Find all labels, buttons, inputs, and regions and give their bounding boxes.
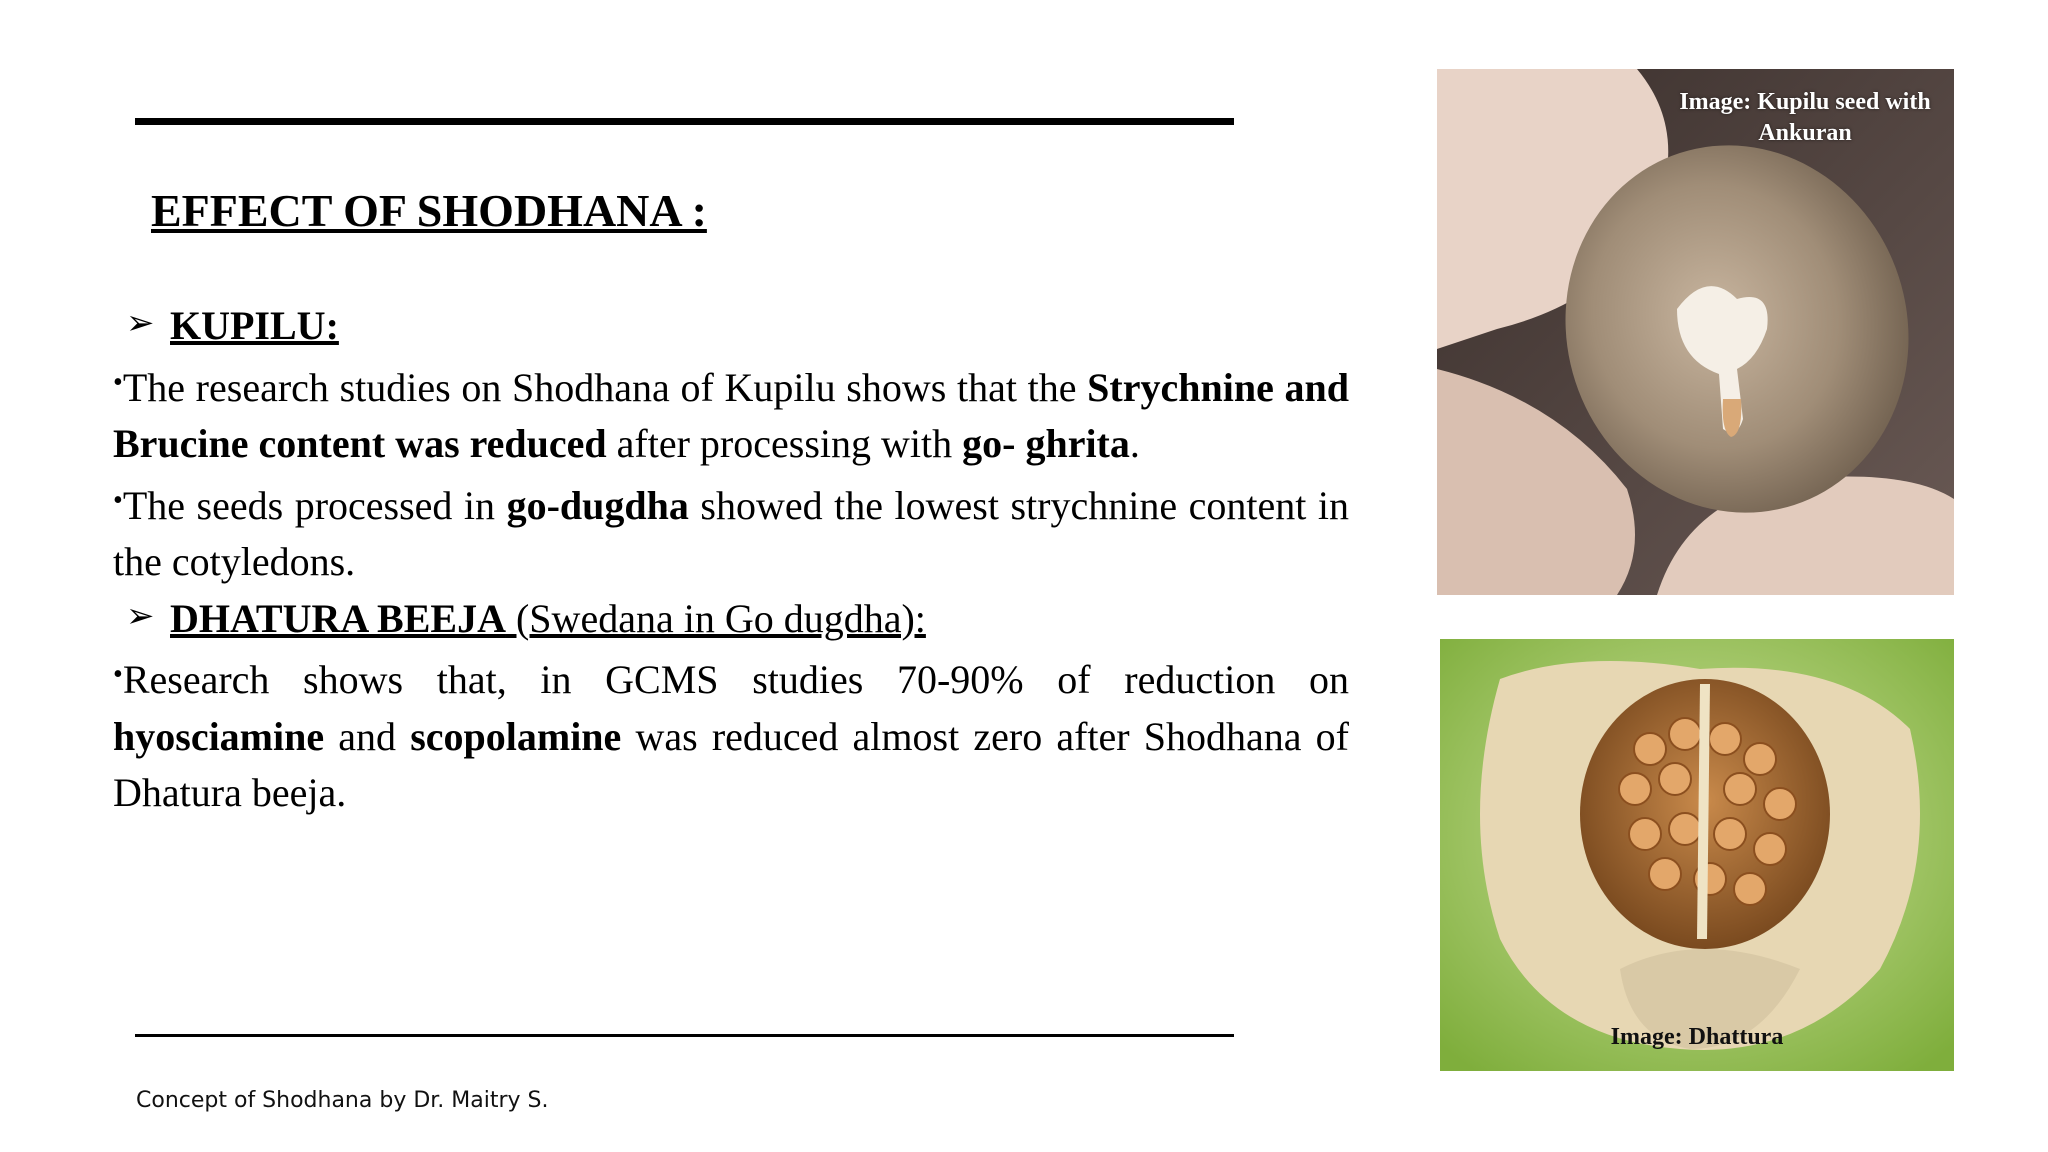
dhatura-pod-photo	[1440, 639, 1954, 1071]
top-divider	[135, 118, 1234, 125]
kupilu-photo-caption: Image: Kupilu seed with Ankuran	[1679, 89, 1931, 146]
kupilu-seed-photo	[1437, 69, 1954, 595]
dhatura-photo-caption: Image: Dhattura	[1610, 1024, 1784, 1050]
slide-title: EFFECT OF SHODHANA :	[151, 185, 707, 236]
dhatura-heading-note: (Swedana in Go dugdha):	[505, 595, 926, 641]
dhatura-heading	[113, 591, 1349, 648]
kupilu-bullet-2: •The seeds processed in go-dugdha showed the lowest strychnine content in the cotyledons.	[113, 482, 1349, 584]
arrow-bullet-icon: ➢	[126, 595, 155, 636]
dhatura-heading-label: DHATURA BEEJA	[170, 595, 506, 641]
kupilu-heading	[113, 298, 1349, 355]
kupilu-bullet-1: •The research studies on Shodhana of Kupilu shows that the Strychnine and Brucine content was reduced after processing with go- ghrita.	[113, 364, 1350, 466]
slide-body	[113, 298, 1349, 822]
arrow-bullet-icon: ➢	[126, 303, 155, 343]
bottom-divider	[135, 1034, 1234, 1037]
bullet-dot-icon: •	[113, 366, 123, 398]
bullet-dot-icon: •	[113, 484, 123, 516]
dhatura-bullet-1: •Research shows that, in GCMS studies 70-90% of reduction on hyosciamine and scopolamine was reduced almost zero after Shodhana of Dhatura beeja.	[113, 657, 1349, 815]
footer-credit: Concept of Shodhana by Dr. Maitry S.	[136, 1088, 549, 1113]
bullet-dot-icon: •	[113, 659, 123, 690]
kupilu-heading-label: KUPILU:	[170, 303, 339, 348]
